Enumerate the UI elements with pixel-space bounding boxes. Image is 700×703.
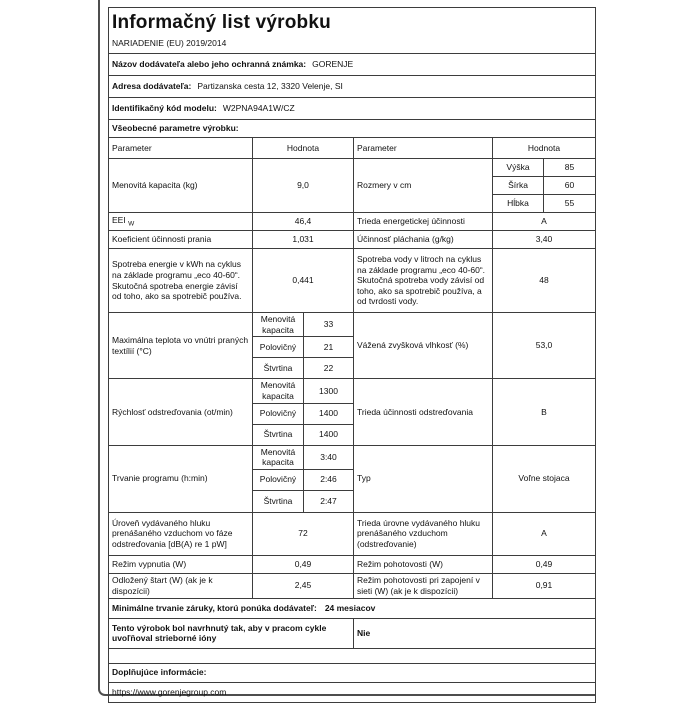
table-row-additional-info [109, 663, 596, 682]
title-block [109, 8, 596, 54]
table-row-temperature [109, 313, 596, 337]
table-row-off-mode [109, 555, 596, 573]
supplier-value: GORENJE [312, 59, 354, 70]
duration-rated-label: Menovitá kapacita [253, 445, 304, 469]
wash-coef-value: 1,031 [253, 231, 354, 249]
address-value: Partizanska cesta 12, 3320 Velenje, SI [197, 81, 343, 92]
column-header-row [109, 138, 596, 159]
col-header-value-right: Hodnota [493, 138, 596, 159]
type-label: Typ [354, 445, 493, 512]
temperature-rated-label: Menovitá kapacita [253, 313, 304, 337]
spin-rated-value: 1300 [304, 379, 354, 403]
noise-value: 72 [253, 512, 354, 555]
dimension-width-value: 60 [544, 177, 596, 195]
silver-ions-label: Tento výrobok bol navrhnutý tak, aby v pracom cykle uvoľňoval strieborné ióny [109, 618, 354, 648]
table-row-silver-ions [109, 618, 596, 648]
duration-quarter-label: Štvrtina [253, 490, 304, 512]
dimension-depth-label: Hĺbka [493, 195, 544, 213]
model-row [109, 98, 596, 120]
col-header-value-left: Hodnota [253, 138, 354, 159]
energy-class-label: Trieda energetickej účinnosti [354, 213, 493, 231]
website-link[interactable]: https://www.gorenjegroup.com [109, 682, 596, 702]
model-label: Identifikačný kód modelu: [112, 103, 217, 114]
humidity-value: 53,0 [493, 313, 596, 379]
col-header-parameter-left: Parameter [109, 138, 253, 159]
temperature-quarter-label: Štvrtina [253, 358, 304, 379]
duration-half-value: 2:46 [304, 469, 354, 490]
table-row-duration [109, 445, 596, 469]
spin-class-value: B [493, 379, 596, 445]
eei-value: 46,4 [253, 213, 354, 231]
spacer-cell [109, 648, 596, 663]
table-row-noise [109, 512, 596, 555]
duration-half-label: Polovičný [253, 469, 304, 490]
network-standby-label: Režim pohotovosti pri zapojení v sieti (W) (ak je k dispozícii) [354, 573, 493, 598]
duration-quarter-value: 2:47 [304, 490, 354, 512]
dimension-depth-value: 55 [544, 195, 596, 213]
dimensions-label: Rozmery v cm [354, 159, 493, 213]
rinse-value: 3,40 [493, 231, 596, 249]
supplier-row [109, 54, 596, 76]
table-row-capacity [109, 159, 596, 177]
capacity-value: 9,0 [253, 159, 354, 213]
wash-coef-label: Koeficient účinnosti prania [109, 231, 253, 249]
standby-label: Režim pohotovosti (W) [354, 555, 493, 573]
noise-class-label: Trieda úrovne vydávaného hluku prenášaného vzduchom (odstreďovanie) [354, 512, 493, 555]
eei-subscript: W [128, 220, 135, 228]
model-value: W2PNA94A1W/CZ [222, 103, 295, 114]
general-params-label: Všeobecné parametre výrobku: [112, 123, 239, 134]
table-row-spin [109, 379, 596, 403]
temperature-half-label: Polovičný [253, 337, 304, 358]
water-consumption-label: Spotreba vody v litroch na cyklus na základe programu „eco 40-60“. Skutočná spotreba vody závisí od toho, ako sa spotrebič používa, a od tvrdosti vody. [354, 249, 493, 313]
duration-rated-value: 3:40 [304, 445, 354, 469]
dimension-height-value: 85 [544, 159, 596, 177]
noise-class-value: A [493, 512, 596, 555]
spin-quarter-value: 1400 [304, 424, 354, 445]
table-row-delayed-start [109, 573, 596, 598]
standby-value: 0,49 [493, 555, 596, 573]
delayed-start-label: Odložený štart (W) (ak je k dispozícii) [109, 573, 253, 598]
energy-class-value: A [493, 213, 596, 231]
table-row-consumption [109, 249, 596, 313]
silver-ions-value: Nie [354, 618, 596, 648]
general-params-row [109, 120, 596, 138]
product-fiche-document [108, 7, 595, 703]
duration-label: Trvanie programu (h:min) [109, 445, 253, 512]
spin-rated-label: Menovitá kapacita [253, 379, 304, 403]
page-title: Informačný list výrobku [112, 11, 331, 33]
temperature-label: Maximálna teplota vo vnútri praných textílií (°C) [109, 313, 253, 379]
network-standby-value: 0,91 [493, 573, 596, 598]
warranty-label: Minimálne trvanie záruky, ktorú ponúka dodávateľ: [112, 602, 317, 613]
delayed-start-value: 2,45 [253, 573, 354, 598]
type-value: Voľne stojaca [493, 445, 596, 512]
dimension-width-label: Šírka [493, 177, 544, 195]
col-header-parameter-right: Parameter [354, 138, 493, 159]
warranty-row [109, 598, 596, 618]
capacity-label: Menovitá kapacita (kg) [109, 159, 253, 213]
fiche-table [108, 7, 596, 703]
eei-label: EEI $_W$ [109, 213, 253, 231]
spin-half-label: Polovičný [253, 403, 304, 424]
spin-label: Rýchlosť odstreďovania (ot/min) [109, 379, 253, 445]
table-row-wash-coef [109, 231, 596, 249]
noise-label: Úroveň vydávaného hluku prenášaného vzduchom vo fáze odstreďovania [dB(A) re 1 pW] [109, 512, 253, 555]
spin-half-value: 1400 [304, 403, 354, 424]
water-consumption-value: 48 [493, 249, 596, 313]
off-mode-value: 0,49 [253, 555, 354, 573]
spin-class-label: Trieda účinnosti odstreďovania [354, 379, 493, 445]
address-row [109, 76, 596, 98]
energy-consumption-label: Spotreba energie v kWh na cyklus na základe programu „eco 40-60“. Skutočná spotreba energie závisí od toho, ako sa spotrebič používa. [109, 249, 253, 313]
regulation-text: NARIADENIE (EU) 2019/2014 [112, 37, 227, 48]
additional-info-label: Doplňujúce informácie: [109, 663, 596, 682]
supplier-label: Názov dodávateľa alebo jeho ochranná známka: [112, 59, 307, 70]
spin-quarter-label: Štvrtina [253, 424, 304, 445]
temperature-quarter-value: 22 [304, 358, 354, 379]
temperature-rated-value: 33 [304, 313, 354, 337]
table-row-website [109, 682, 596, 702]
off-mode-label: Režim vypnutia (W) [109, 555, 253, 573]
temperature-half-value: 21 [304, 337, 354, 358]
dimension-height-label: Výška [493, 159, 544, 177]
humidity-label: Vážená zvyšková vlhkosť (%) [354, 313, 493, 379]
warranty-value: 24 mesiacov [324, 602, 376, 613]
table-row-warranty [109, 598, 596, 618]
table-row-eei [109, 213, 596, 231]
rinse-label: Účinnosť pláchania (g/kg) [354, 231, 493, 249]
table-row-spacer [109, 648, 596, 663]
energy-consumption-value: 0,441 [253, 249, 354, 313]
address-label: Adresa dodávateľa: [112, 81, 192, 92]
